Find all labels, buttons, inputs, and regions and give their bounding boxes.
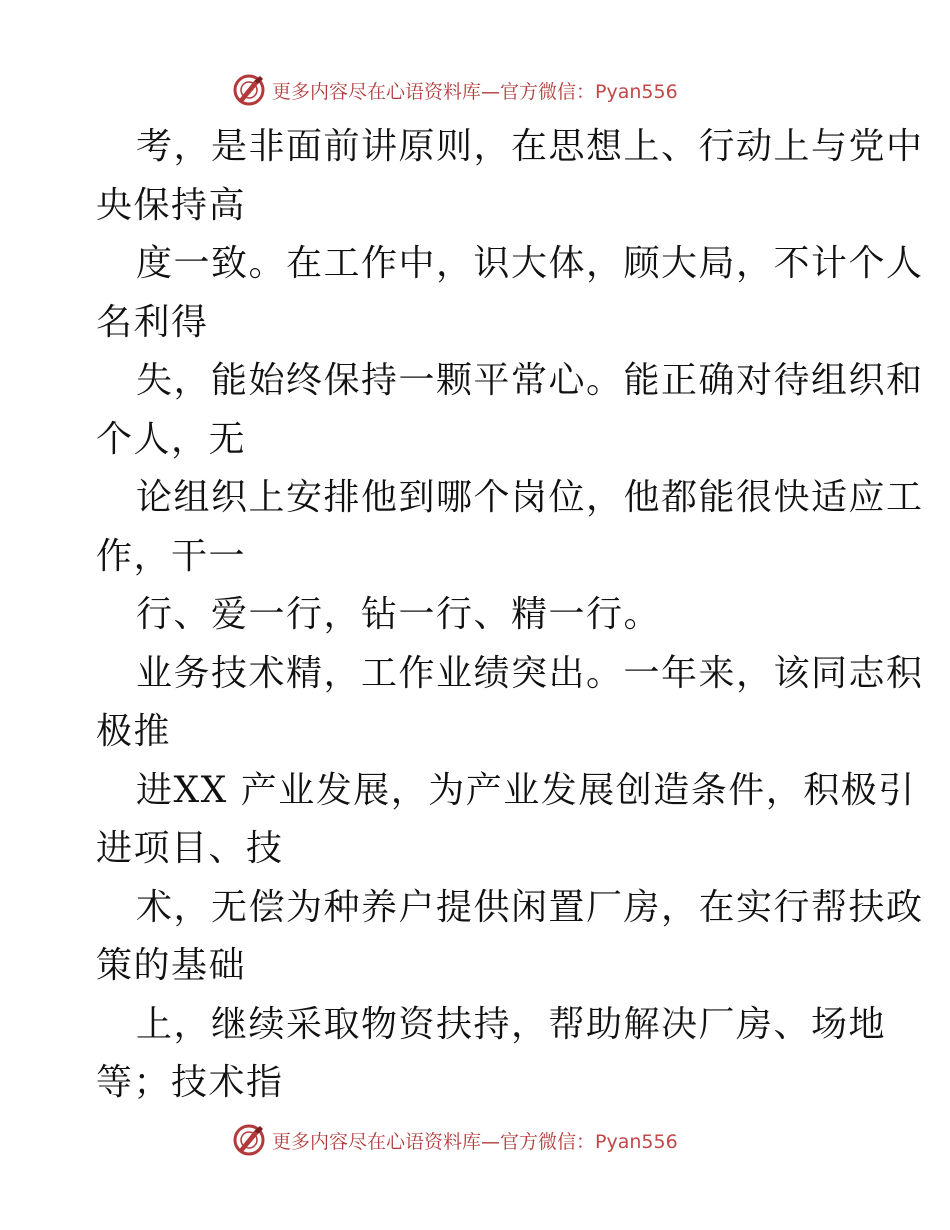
body-line: 论组织上安排他到哪个岗位，他都能很快适应工 bbox=[136, 477, 924, 518]
banner-dash: — bbox=[481, 1130, 501, 1153]
banner-wechat-label: 官方微信： bbox=[500, 1130, 596, 1153]
footer-banner bbox=[232, 1122, 678, 1158]
banner-dash: — bbox=[481, 80, 501, 103]
banner-wechat-label: 官方微信： bbox=[500, 80, 596, 103]
body-line: 极推 bbox=[96, 711, 172, 752]
body-line: 上，继续采取物资扶持，帮助解决厂房、场地 bbox=[136, 1003, 887, 1045]
banner-wechat-id: Pyan556 bbox=[595, 80, 678, 103]
pen-logo-icon bbox=[232, 1123, 266, 1157]
banner-text bbox=[272, 1127, 678, 1154]
body-line: 考，是非面前讲原则，在思想上、行动上与党中 bbox=[136, 126, 924, 167]
body-line: 行、爱一行，钻一行、精一行。 bbox=[136, 594, 662, 635]
banner-site-text: 更多内容尽在心语资料库 bbox=[272, 1130, 482, 1153]
body-line: 等；技术指 bbox=[96, 1062, 284, 1103]
body-line: 名利得 bbox=[96, 301, 209, 343]
body-line: 术，无偿为种养户提供闲置厂房，在实行帮扶政 bbox=[136, 886, 924, 928]
body-line: 个人，无 bbox=[96, 418, 247, 460]
document-body bbox=[96, 118, 924, 1113]
body-line: 进XX 产业发展，为产业发展创造条件，积极引 bbox=[136, 769, 916, 811]
body-line: 失，能始终保持一颗平常心。能正确对待组织和 bbox=[136, 360, 924, 401]
body-line: 度一致。在工作中，识大体，顾大局，不计个人 bbox=[136, 243, 924, 284]
banner-site-text: 更多内容尽在心语资料库 bbox=[272, 80, 482, 103]
body-line: 进项目、技 bbox=[96, 828, 284, 869]
body-line: 策的基础 bbox=[96, 945, 247, 986]
body-line: 央保持高 bbox=[96, 184, 247, 226]
banner-wechat-id: Pyan556 bbox=[595, 1130, 678, 1153]
header-banner bbox=[232, 72, 678, 108]
body-line: 作，干一 bbox=[96, 535, 247, 577]
banner-text bbox=[272, 77, 678, 104]
pen-logo-icon bbox=[232, 73, 266, 107]
body-line: 业务技术精，工作业绩突出。一年来，该同志积 bbox=[136, 652, 924, 694]
